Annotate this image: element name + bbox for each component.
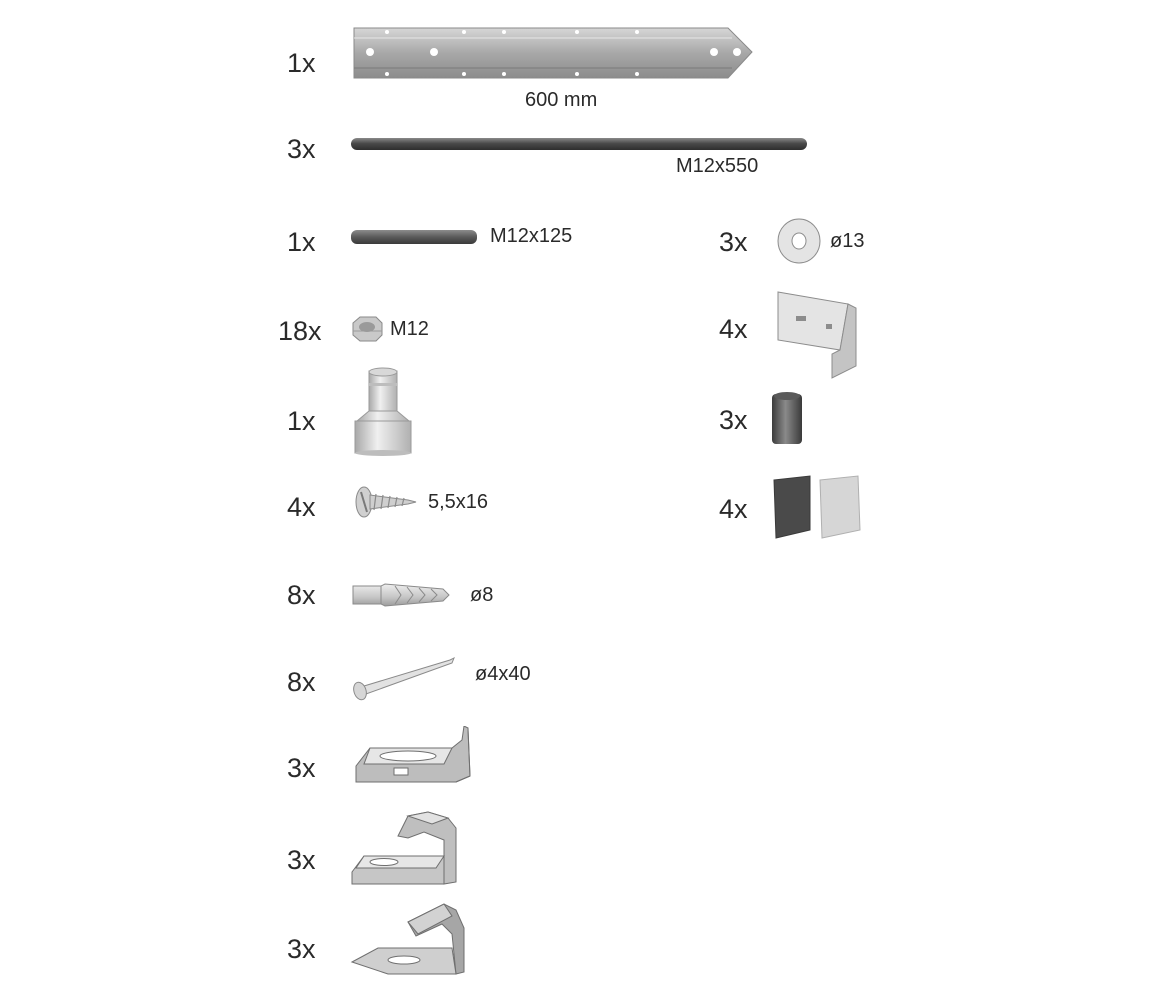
label-nail: ø4x40 [475,663,531,685]
quantity-bracket-b: 3x [287,845,316,875]
quantity-bracket-a: 3x [287,753,316,783]
nail-icon [350,652,460,702]
label-rod-long: M12x550 [676,155,759,177]
quantity-plug: 8x [287,580,316,610]
adapter-sleeve-icon [351,367,415,457]
label-nut: M12 [390,318,429,340]
washer-icon [775,217,823,265]
quantity-screw: 4x [287,492,316,522]
quantity-washer: 3x [719,227,748,257]
quantity-angle-bracket: 4x [719,314,748,344]
quantity-rod-long: 3x [287,134,316,164]
quantity-pads: 4x [719,494,748,524]
label-plug: ø8 [470,584,494,606]
angle-bracket-icon [776,290,858,380]
screw-icon [352,484,418,520]
quantity-rail: 1x [287,48,316,78]
label-screw: 5,5x16 [428,491,489,513]
threaded-rod-long-icon [350,135,810,155]
wall-plug-icon [351,580,451,610]
pads-icon [772,474,864,540]
threaded-rod-short-icon [350,228,480,248]
quantity-nut: 18x [278,316,322,346]
bracket-b-icon [348,810,464,886]
hex-nut-icon [350,315,384,343]
label-washer: ø13 [830,230,865,252]
spacer-sleeve-icon [770,390,804,448]
quantity-adapter: 1x [287,406,316,436]
quantity-rod-short: 1x [287,227,316,257]
mounting-rail-icon [352,24,754,82]
label-rail: 600 mm [525,89,598,111]
bracket-a-icon [352,726,474,786]
quantity-bracket-c: 3x [287,934,316,964]
quantity-nail: 8x [287,667,316,697]
quantity-spacer: 3x [719,405,748,435]
bracket-c-icon [348,900,468,978]
label-rod-short: M12x125 [490,225,573,247]
